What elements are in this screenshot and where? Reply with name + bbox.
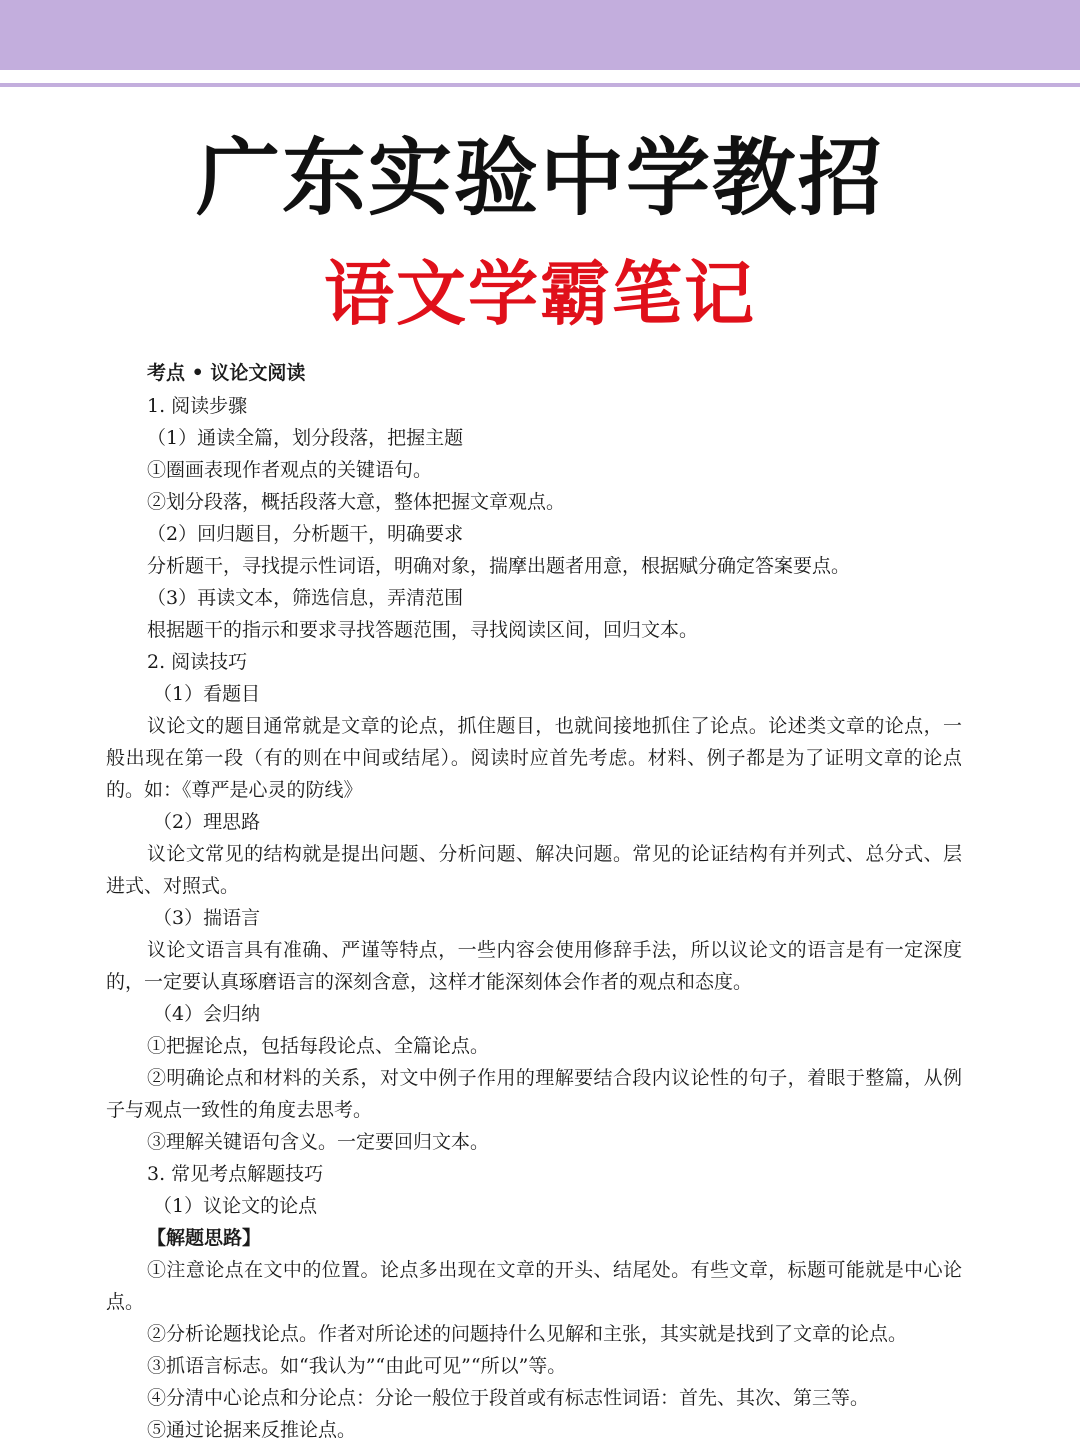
subsection-heading: （1）议论文的论点 (153, 1195, 318, 1217)
list-item: ④分清中心论点和分论点：分论一般位于段首或有标志性词语：首先、其次、第三等。 (147, 1387, 870, 1409)
paragraph: 议论文语言具有准确、严谨等特点，一些内容会使用修辞手法，所以议论文的语言是有一定深度的，一定要认真琢磨语言的深刻含意，这样才能深刻体会作者的观点和态度。 (106, 939, 962, 993)
method-heading: 【解题思路】 (147, 1227, 262, 1249)
section-heading: 1. 阅读步骤 (147, 395, 248, 417)
subsection-heading: （3）揣语言 (153, 907, 261, 929)
paragraph: 议论文的题目通常就是文章的论点，抓住题目，也就间接地抓住了论点。论述类文章的论点，一般出现在第一段（有的则在中间或结尾）。阅读时应首先考虑。材料、例子都是为了证明文章的论点的。如：《尊严是心灵的防线》 (106, 715, 962, 801)
list-item: ③理解关键语句含义。一定要回归文本。 (147, 1131, 490, 1153)
topic-heading: 考点 • 议论文阅读 (147, 362, 306, 384)
list-item: ①圈画表现作者观点的关键语句。 (147, 459, 433, 481)
list-item: ②明确论点和材料的关系，对文中例子作用的理解要结合段内议论性的句子，着眼于整篇，从例子与观点一致性的角度去思考。 (106, 1067, 962, 1121)
subsection-heading: （3）再读文本，筛选信息，弄清范围 (147, 587, 464, 609)
list-item: ①注意论点在文中的位置。论点多出现在文章的开头、结尾处。有些文章，标题可能就是中心论点。 (106, 1259, 962, 1313)
subsection-heading: （2）理思路 (153, 811, 261, 833)
header-band (0, 0, 1080, 70)
section-heading: 2. 阅读技巧 (147, 651, 248, 673)
page-title: 广东实验中学教招 (195, 129, 884, 227)
section-heading: 3. 常见考点解题技巧 (147, 1163, 324, 1185)
list-item: ⑤通过论据来反推论点。 (147, 1419, 357, 1441)
header-divider (0, 83, 1080, 87)
subsection-heading: （4）会归纳 (153, 1003, 261, 1025)
notes-body (106, 356, 962, 1446)
page-subtitle: 语文学霸笔记 (324, 252, 756, 335)
paragraph: 议论文常见的结构就是提出问题、分析问题、解决问题。常见的论证结构有并列式、总分式、层进式、对照式。 (106, 843, 962, 897)
list-item: ②划分段落，概括段落大意，整体把握文章观点。 (147, 491, 566, 513)
list-item: ②分析论题找论点。作者对所论述的问题持什么见解和主张，其实就是找到了文章的论点。 (147, 1323, 908, 1345)
list-item: ③抓语言标志。如“我认为”“由此可见”“所以”等。 (147, 1355, 567, 1377)
paragraph: 分析题干，寻找提示性词语，明确对象，揣摩出题者用意，根据赋分确定答案要点。 (147, 555, 851, 577)
list-item: ①把握论点，包括每段论点、全篇论点。 (147, 1035, 490, 1057)
subsection-heading: （2）回归题目，分析题干，明确要求 (147, 523, 464, 545)
paragraph: 根据题干的指示和要求寻找答题范围，寻找阅读区间，回归文本。 (147, 619, 699, 641)
subsection-heading: （1）看题目 (153, 683, 261, 705)
subsection-heading: （1）通读全篇，划分段落，把握主题 (147, 427, 464, 449)
